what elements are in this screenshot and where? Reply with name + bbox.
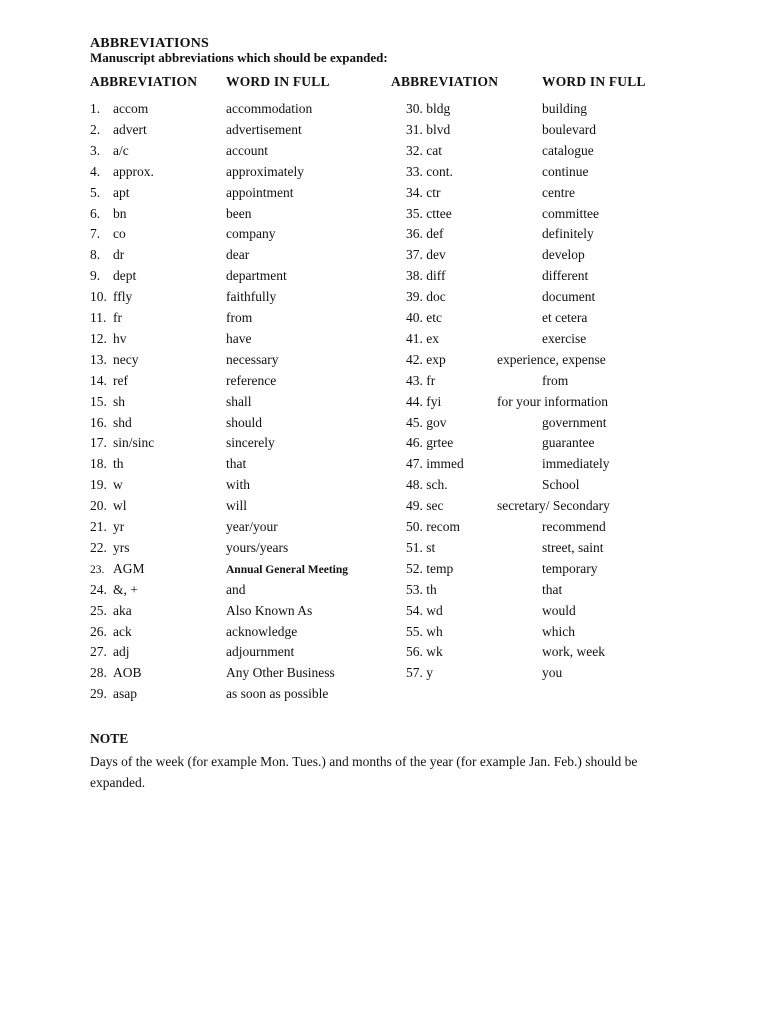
page-title: ABBREVIATIONS [90,36,210,51]
entry-word-in-full: as soon as possible [226,686,329,702]
entry-word-in-full: temporary [542,560,598,576]
entry-abbreviation: dev [426,247,446,263]
entry-number-abbreviation [406,143,442,159]
entry-abbreviation: wl [113,498,127,514]
entry-abbreviation: w [113,477,123,493]
entry-abbreviation: aka [113,602,132,618]
entry-number-abbreviation [406,435,453,451]
entry-number: 5. [90,184,101,200]
entry-abbreviation: wk [426,644,443,660]
entry-abbreviation: st [426,539,436,555]
entry-number: 53. [406,581,423,597]
entry-abbreviation: ctr [426,184,441,200]
entry-word-in-full: boulevard [542,121,596,137]
entry-abbreviation: cont. [426,163,453,179]
entry-abbreviation: grtee [426,435,454,451]
entry-abbreviation: co [113,226,126,242]
entry-abbreviation: ex [426,330,439,346]
entry-number: 6. [90,205,101,221]
entry-number: 26. [90,623,107,639]
entry-word-in-full: from [542,372,569,388]
entry-number-abbreviation [406,477,448,493]
entry-abbreviation: diff [426,268,446,284]
entry-word-in-full: from [226,310,253,325]
entry-abbreviation: sh [113,393,126,409]
entry-number: 18. [90,456,107,472]
entry-number: 17. [90,435,107,451]
entry-number-abbreviation [406,122,450,138]
entry-number: 19. [90,477,107,493]
entry-abbreviation: advert [113,121,147,137]
entry-abbreviation: ref [113,372,128,388]
entry-number: 52. [406,560,423,576]
entry-number: 42. [406,351,423,367]
entry-word-in-full: secretary/ Secondary [497,498,610,514]
entry-abbreviation: asap [113,686,137,702]
entry-word-in-full: advertisement [226,121,302,137]
entry-word-in-full: shall [226,393,252,409]
entry-number-abbreviation [406,644,443,660]
entry-word-in-full: would [542,602,576,618]
entry-number: 45. [406,414,423,430]
entry-number-abbreviation [406,394,441,410]
entry-number: 40. [406,310,423,325]
entry-number: 22. [90,539,107,555]
entry-word-in-full: School [542,477,580,493]
entry-abbreviation: def [426,226,444,242]
entry-number: 44. [406,393,423,409]
entry-abbreviation: sin/sinc [113,435,155,451]
entry-word-in-full: recommend [542,519,606,534]
header-abbreviation-right: ABBREVIATION [391,74,499,89]
entry-abbreviation: gov [426,414,447,430]
entry-number-abbreviation [406,289,446,305]
entry-word-in-full: document [542,289,596,305]
entry-number: 7. [90,226,101,242]
entry-abbreviation: fyi [426,393,442,409]
entry-abbreviation: necy [113,351,139,367]
entry-number-abbreviation [406,206,452,222]
entry-number: 56. [406,644,423,660]
entry-abbreviation: cttee [426,205,452,221]
entry-word-in-full: develop [542,247,585,263]
entry-number: 47. [406,456,423,472]
entry-abbreviation: immed [426,456,464,472]
entry-abbreviation: dr [113,247,125,263]
entry-word-in-full: necessary [226,351,279,367]
entry-number: 29. [90,686,107,702]
entry-number-abbreviation [406,415,447,431]
entry-number: 55. [406,623,423,639]
entry-abbreviation: y [426,665,433,681]
entry-word-in-full: with [226,477,251,493]
entry-number: 51. [406,539,423,555]
entry-number: 48. [406,477,423,493]
entry-abbreviation: temp [426,560,454,576]
header-word-in-full-right: WORD IN FULL [542,74,646,89]
entry-number-abbreviation [406,456,464,472]
entry-word-in-full: dear [226,247,250,263]
entry-word-in-full: committee [542,205,599,221]
entry-abbreviation: apt [113,184,130,200]
entry-word-in-full: immediately [542,456,610,472]
entry-number: 36. [406,226,423,242]
entry-abbreviation: shd [113,414,132,430]
entry-number: 57. [406,665,423,681]
entry-word-in-full: that [226,456,247,472]
entry-word-in-full: account [226,142,268,158]
entry-word-in-full: continue [542,163,589,179]
entry-number: 14. [90,372,107,388]
entry-abbreviation: exp [426,351,446,367]
entry-number-abbreviation [406,331,439,347]
entry-word-in-full: guarantee [542,435,595,451]
entry-word-in-full: Annual General Meeting [226,564,349,577]
entry-abbreviation: approx. [113,163,154,179]
header-word-in-full-left: WORD IN FULL [226,74,330,89]
entry-word-in-full: should [226,414,263,430]
entry-abbreviation: recom [426,519,460,534]
entry-number: 24. [90,581,107,597]
entry-word-in-full: work, week [542,644,605,660]
entry-word-in-full: catalogue [542,142,594,158]
entry-word-in-full: approximately [226,163,304,179]
entry-word-in-full: sincerely [226,435,275,451]
entry-number: 35. [406,205,423,221]
entry-number: 31. [406,121,423,137]
entry-abbreviation: bldg [426,101,451,116]
entry-word-in-full: which [542,623,575,639]
entry-word-in-full: been [226,205,252,221]
entry-number-abbreviation [406,373,435,389]
entry-number: 11. [90,310,107,325]
entry-word-in-full: different [542,268,589,284]
entry-abbreviation: sch. [426,477,448,493]
entry-number: 34. [406,184,423,200]
entry-abbreviation: fr [113,310,122,325]
entry-abbreviation: blvd [426,121,451,137]
entry-number: 32. [406,142,423,158]
entry-number: 20. [90,498,107,514]
entry-abbreviation: &, + [113,581,138,597]
entry-number-abbreviation [406,185,441,201]
entry-number-abbreviation [406,247,446,263]
entry-number-abbreviation [406,603,443,619]
entry-number: 15. [90,393,107,409]
entry-abbreviation: wd [426,602,443,618]
entry-abbreviation: th [426,581,437,597]
entry-number-abbreviation [406,519,460,535]
entry-number: 8. [90,247,101,263]
entry-abbreviation: fr [426,372,436,388]
entry-number: 41. [406,330,423,346]
entry-word-in-full: definitely [542,226,594,242]
entry-number: 4. [90,163,101,179]
entry-number: 2. [90,121,101,137]
entry-number: 33. [406,163,423,179]
entry-number: 50. [406,519,423,534]
entry-word-in-full: and [226,581,246,597]
entry-abbreviation: AOB [113,665,142,681]
entry-number: 9. [90,268,101,284]
entry-word-in-full: department [226,268,287,284]
entry-number-abbreviation [406,540,435,556]
entry-number: 16. [90,414,107,430]
entry-abbreviation: th [113,456,124,472]
entry-number-abbreviation [406,561,453,577]
entry-number: 46. [406,435,423,451]
entry-number-abbreviation [406,268,446,284]
entry-number-abbreviation [406,498,444,514]
entry-word-in-full: for your information [497,393,608,409]
entry-number: 43. [406,372,423,388]
entry-number-abbreviation [406,352,446,368]
entry-number: 23. [90,564,105,577]
entry-abbreviation: yrs [113,539,130,555]
entry-word-in-full: centre [542,184,575,200]
entry-abbreviation: AGM [113,560,145,576]
entry-word-in-full: exercise [542,330,587,346]
entry-number: 13. [90,351,107,367]
entry-number: 21. [90,519,107,534]
entry-word-in-full: street, saint [542,539,604,555]
entry-number: 30. [406,101,423,116]
entry-number-abbreviation [406,582,437,598]
entry-word-in-full: company [226,226,276,242]
entry-word-in-full: that [542,581,563,597]
note-heading: NOTE [90,731,129,746]
entry-abbreviation: adj [113,644,130,660]
entry-word-in-full: yours/years [226,539,289,555]
entry-number: 49. [406,498,423,514]
entry-word-in-full: building [542,101,588,116]
entry-word-in-full: appointment [226,184,294,200]
entry-number: 1. [90,101,101,116]
entry-abbreviation: doc [426,289,446,305]
entry-number: 38. [406,268,423,284]
entry-word-in-full: acknowledge [226,623,298,639]
entry-word-in-full: experience, expense [497,351,606,367]
entry-abbreviation: accom [113,101,149,116]
entry-word-in-full: will [226,498,248,514]
entry-abbreviation: etc [426,310,442,325]
entry-abbreviation: dept [113,268,137,284]
entry-word-in-full: adjournment [226,644,295,660]
entry-word-in-full: Any Other Business [226,665,335,681]
entry-abbreviation: cat [426,142,442,158]
entry-word-in-full: reference [226,372,277,388]
entry-word-in-full: et cetera [542,310,588,325]
entry-number: 54. [406,602,423,618]
entry-abbreviation: wh [426,623,443,639]
header-abbreviation-left: ABBREVIATION [90,74,198,89]
entry-number: 37. [406,247,423,263]
entry-number-abbreviation [406,624,443,640]
entry-word-in-full: year/your [226,519,278,534]
entry-number-abbreviation [406,164,453,180]
entry-word-in-full: faithfully [226,289,277,305]
page-subtitle: Manuscript abbreviations which should be expanded: [90,50,388,65]
entry-word-in-full: government [542,414,607,430]
entry-number-abbreviation [406,226,444,242]
entry-number-abbreviation [406,101,450,117]
entry-number: 27. [90,644,107,660]
entry-number: 39. [406,289,423,305]
entry-abbreviation: sec [426,498,444,514]
entry-word-in-full: accommodation [226,101,313,116]
entry-number: 28. [90,665,107,681]
entry-word-in-full: you [542,665,563,681]
entry-abbreviation: ffly [113,289,133,305]
entry-word-in-full: Also Known As [226,602,313,618]
entry-number-abbreviation [406,310,442,326]
entry-abbreviation: yr [113,519,125,534]
entry-number: 12. [90,330,107,346]
entry-abbreviation: ack [113,623,132,639]
entry-abbreviation: bn [113,205,127,221]
entry-number: 3. [90,142,101,158]
entry-number: 10. [90,289,107,305]
entry-abbreviation: a/c [113,142,129,158]
note-text: Days of the week (for example Mon. Tues.) and months of the year (for example Jan. Feb.) should be expanded. [90,754,638,790]
entry-abbreviation: hv [113,330,127,346]
entry-number: 25. [90,602,107,618]
entry-number-abbreviation [406,665,433,681]
entry-word-in-full: have [226,330,252,346]
